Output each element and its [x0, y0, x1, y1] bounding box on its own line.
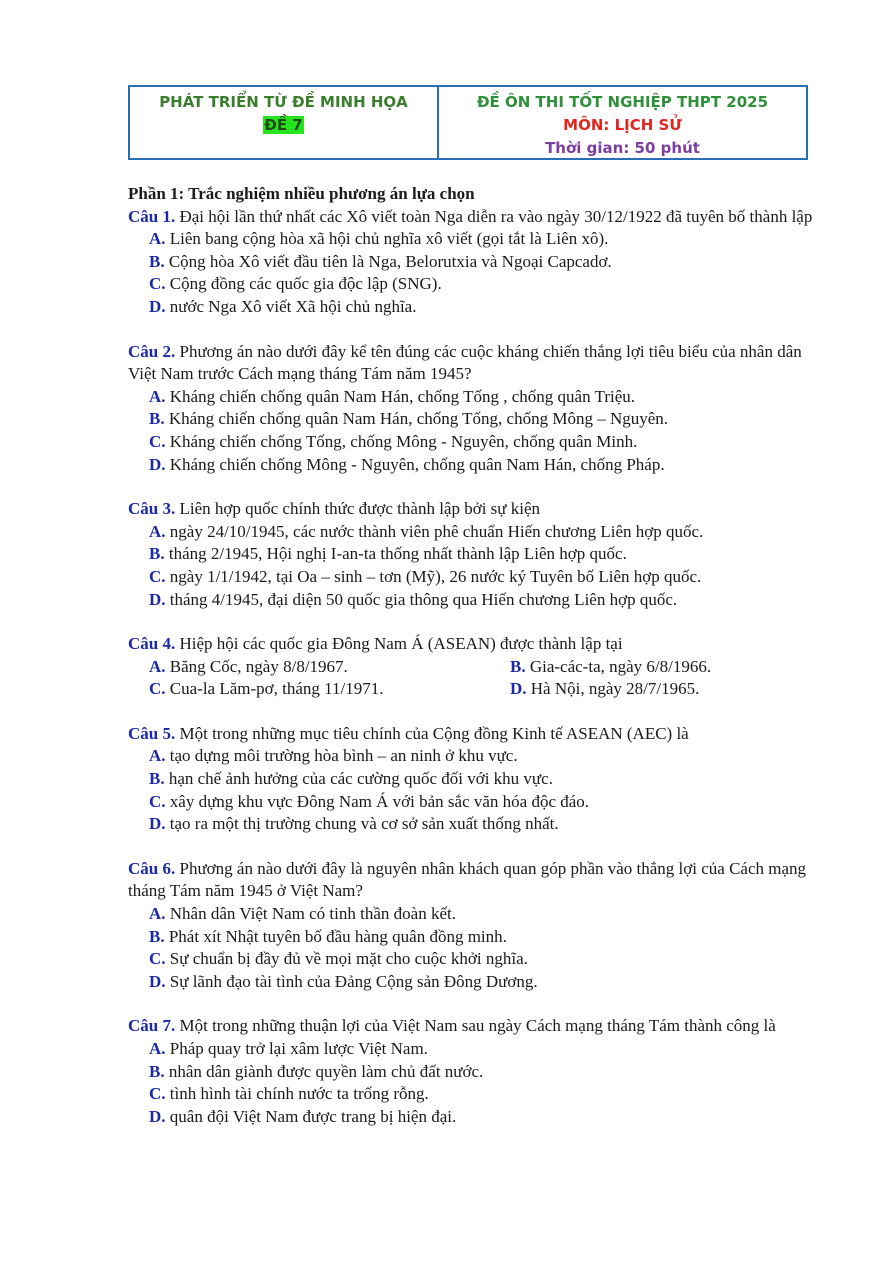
option-c: C. tình hình tài chính nước ta trống rỗng.	[149, 1084, 429, 1104]
header-right-cell	[439, 87, 806, 158]
exam-content	[128, 183, 818, 1128]
question-4	[128, 633, 818, 701]
option-b: B. tháng 2/1945, Hội nghị I-an-ta thống nhất thành lập Liên hợp quốc.	[149, 544, 627, 564]
question-2	[128, 341, 818, 477]
exam-header-table	[128, 85, 808, 160]
question-text: Phương án nào dưới đây là nguyên nhân khách quan góp phần vào thắng lợi của Cách mạng tháng Tám năm 1945 ở Việt Nam?	[128, 858, 807, 901]
question-number: Câu 1.	[128, 206, 176, 226]
option-b: B. Cộng hòa Xô viết đầu tiên là Nga, Belorutxia và Ngoại Capcadơ.	[149, 251, 612, 271]
question-number: Câu 2.	[128, 341, 176, 361]
exam-title: ĐỀ ÔN THI TỐT NGHIỆP THPT 2025	[476, 93, 769, 111]
option-c: C. Kháng chiến chống Tống, chống Mông - Nguyên, chống quân Minh.	[149, 431, 638, 451]
section-title: Phần 1: Trắc nghiệm nhiều phương án lựa chọn	[128, 184, 475, 203]
option-c: C. Sự chuẩn bị đầy đủ về mọi mặt cho cuộc khởi nghĩa.	[149, 949, 528, 969]
option-a: A. tạo dựng môi trường hòa bình – an ninh ở khu vực.	[149, 746, 518, 766]
question-number: Câu 3.	[128, 499, 176, 519]
option-d: D. nước Nga Xô viết Xã hội chủ nghĩa.	[149, 296, 417, 316]
option-c: C. ngày 1/1/1942, tại Oa – sinh – tơn (Mỹ), 26 nước ký Tuyên bố Liên hợp quốc.	[149, 566, 702, 586]
header-source-text: PHÁT TRIỂN TỪ ĐỀ MINH HỌA	[159, 93, 408, 111]
exam-subject: MÔN: LỊCH SỬ	[563, 116, 682, 134]
option-b: B. nhân dân giành được quyền làm chủ đất nước.	[149, 1061, 484, 1081]
question-text: Phương án nào dưới đây kể tên đúng các cuộc kháng chiến thắng lợi tiêu biểu của nhân dân Việt Nam trước Cách mạng tháng Tám năm 1945?	[128, 341, 802, 384]
question-text: Hiệp hội các quốc gia Đông Nam Á (ASEAN) được thành lập tại	[179, 634, 623, 654]
exam-duration: Thời gian: 50 phút	[545, 139, 700, 157]
question-number: Câu 5.	[128, 723, 176, 743]
option-a: A. Kháng chiến chống quân Nam Hán, chống Tống , chống quân Triệu.	[149, 386, 635, 406]
question-text: Đại hội lần thứ nhất các Xô viết toàn Nga diễn ra vào ngày 30/12/1922 đã tuyên bố thành lập	[179, 206, 813, 226]
question-5	[128, 723, 818, 836]
question-text: Một trong những thuận lợi của Việt Nam sau ngày Cách mạng tháng Tám thành công là	[179, 1016, 776, 1036]
option-a: A. ngày 24/10/1945, các nước thành viên phê chuẩn Hiến chương Liên hợp quốc.	[149, 521, 704, 541]
question-text: Một trong những mục tiêu chính của Cộng đồng Kinh tế ASEAN (AEC) là	[179, 723, 689, 743]
option-c: C. Cua-la Lăm-pơ, tháng 11/1971.	[149, 679, 384, 699]
option-d: D. tháng 4/1945, đại diện 50 quốc gia thông qua Hiến chương Liên hợp quốc.	[149, 589, 678, 609]
option-a: A. Liên bang cộng hòa xã hội chủ nghĩa xô viết (gọi tắt là Liên xô).	[149, 229, 609, 249]
option-c: C. Cộng đồng các quốc gia độc lập (SNG).	[149, 274, 442, 294]
option-a: A. Băng Cốc, ngày 8/8/1967.	[149, 656, 348, 676]
header-left-cell	[130, 87, 439, 158]
option-c: C. xây dựng khu vực Đông Nam Á với bản sắc văn hóa độc đáo.	[149, 791, 590, 811]
option-b: B. Kháng chiến chống quân Nam Hán, chống Tống, chống Mông – Nguyên.	[149, 409, 669, 429]
question-number: Câu 7.	[128, 1016, 176, 1036]
question-number: Câu 6.	[128, 858, 176, 878]
question-1	[128, 206, 818, 319]
option-d: D. Hà Nội, ngày 28/7/1965.	[510, 679, 700, 699]
question-3	[128, 498, 818, 611]
question-number: Câu 4.	[128, 634, 176, 654]
option-a: A. Pháp quay trở lại xâm lược Việt Nam.	[149, 1039, 428, 1058]
option-b: B. Phát xít Nhật tuyên bố đầu hàng quân đồng minh.	[149, 926, 507, 946]
question-text: Liên hợp quốc chính thức được thành lập bởi sự kiện	[179, 499, 541, 519]
question-7	[128, 1015, 818, 1128]
option-d: D. Sự lãnh đạo tài tình của Đảng Cộng sản Đông Dương.	[149, 971, 538, 991]
option-d: D. tạo ra một thị trường chung và cơ sở sản xuất thống nhất.	[149, 814, 559, 834]
option-b: B. Gia-các-ta, ngày 6/8/1966.	[510, 656, 712, 676]
option-b: B. hạn chế ảnh hưởng của các cường quốc đối với khu vực.	[149, 769, 553, 789]
question-6	[128, 858, 818, 994]
option-a: A. Nhân dân Việt Nam có tinh thần đoàn kết.	[149, 904, 456, 924]
exam-number-highlight: ĐỀ 7	[264, 116, 303, 134]
option-d: D. Kháng chiến chống Mông - Nguyên, chống quân Nam Hán, chống Pháp.	[149, 454, 665, 474]
option-d: D. quân đội Việt Nam được trang bị hiện đại.	[149, 1106, 457, 1126]
